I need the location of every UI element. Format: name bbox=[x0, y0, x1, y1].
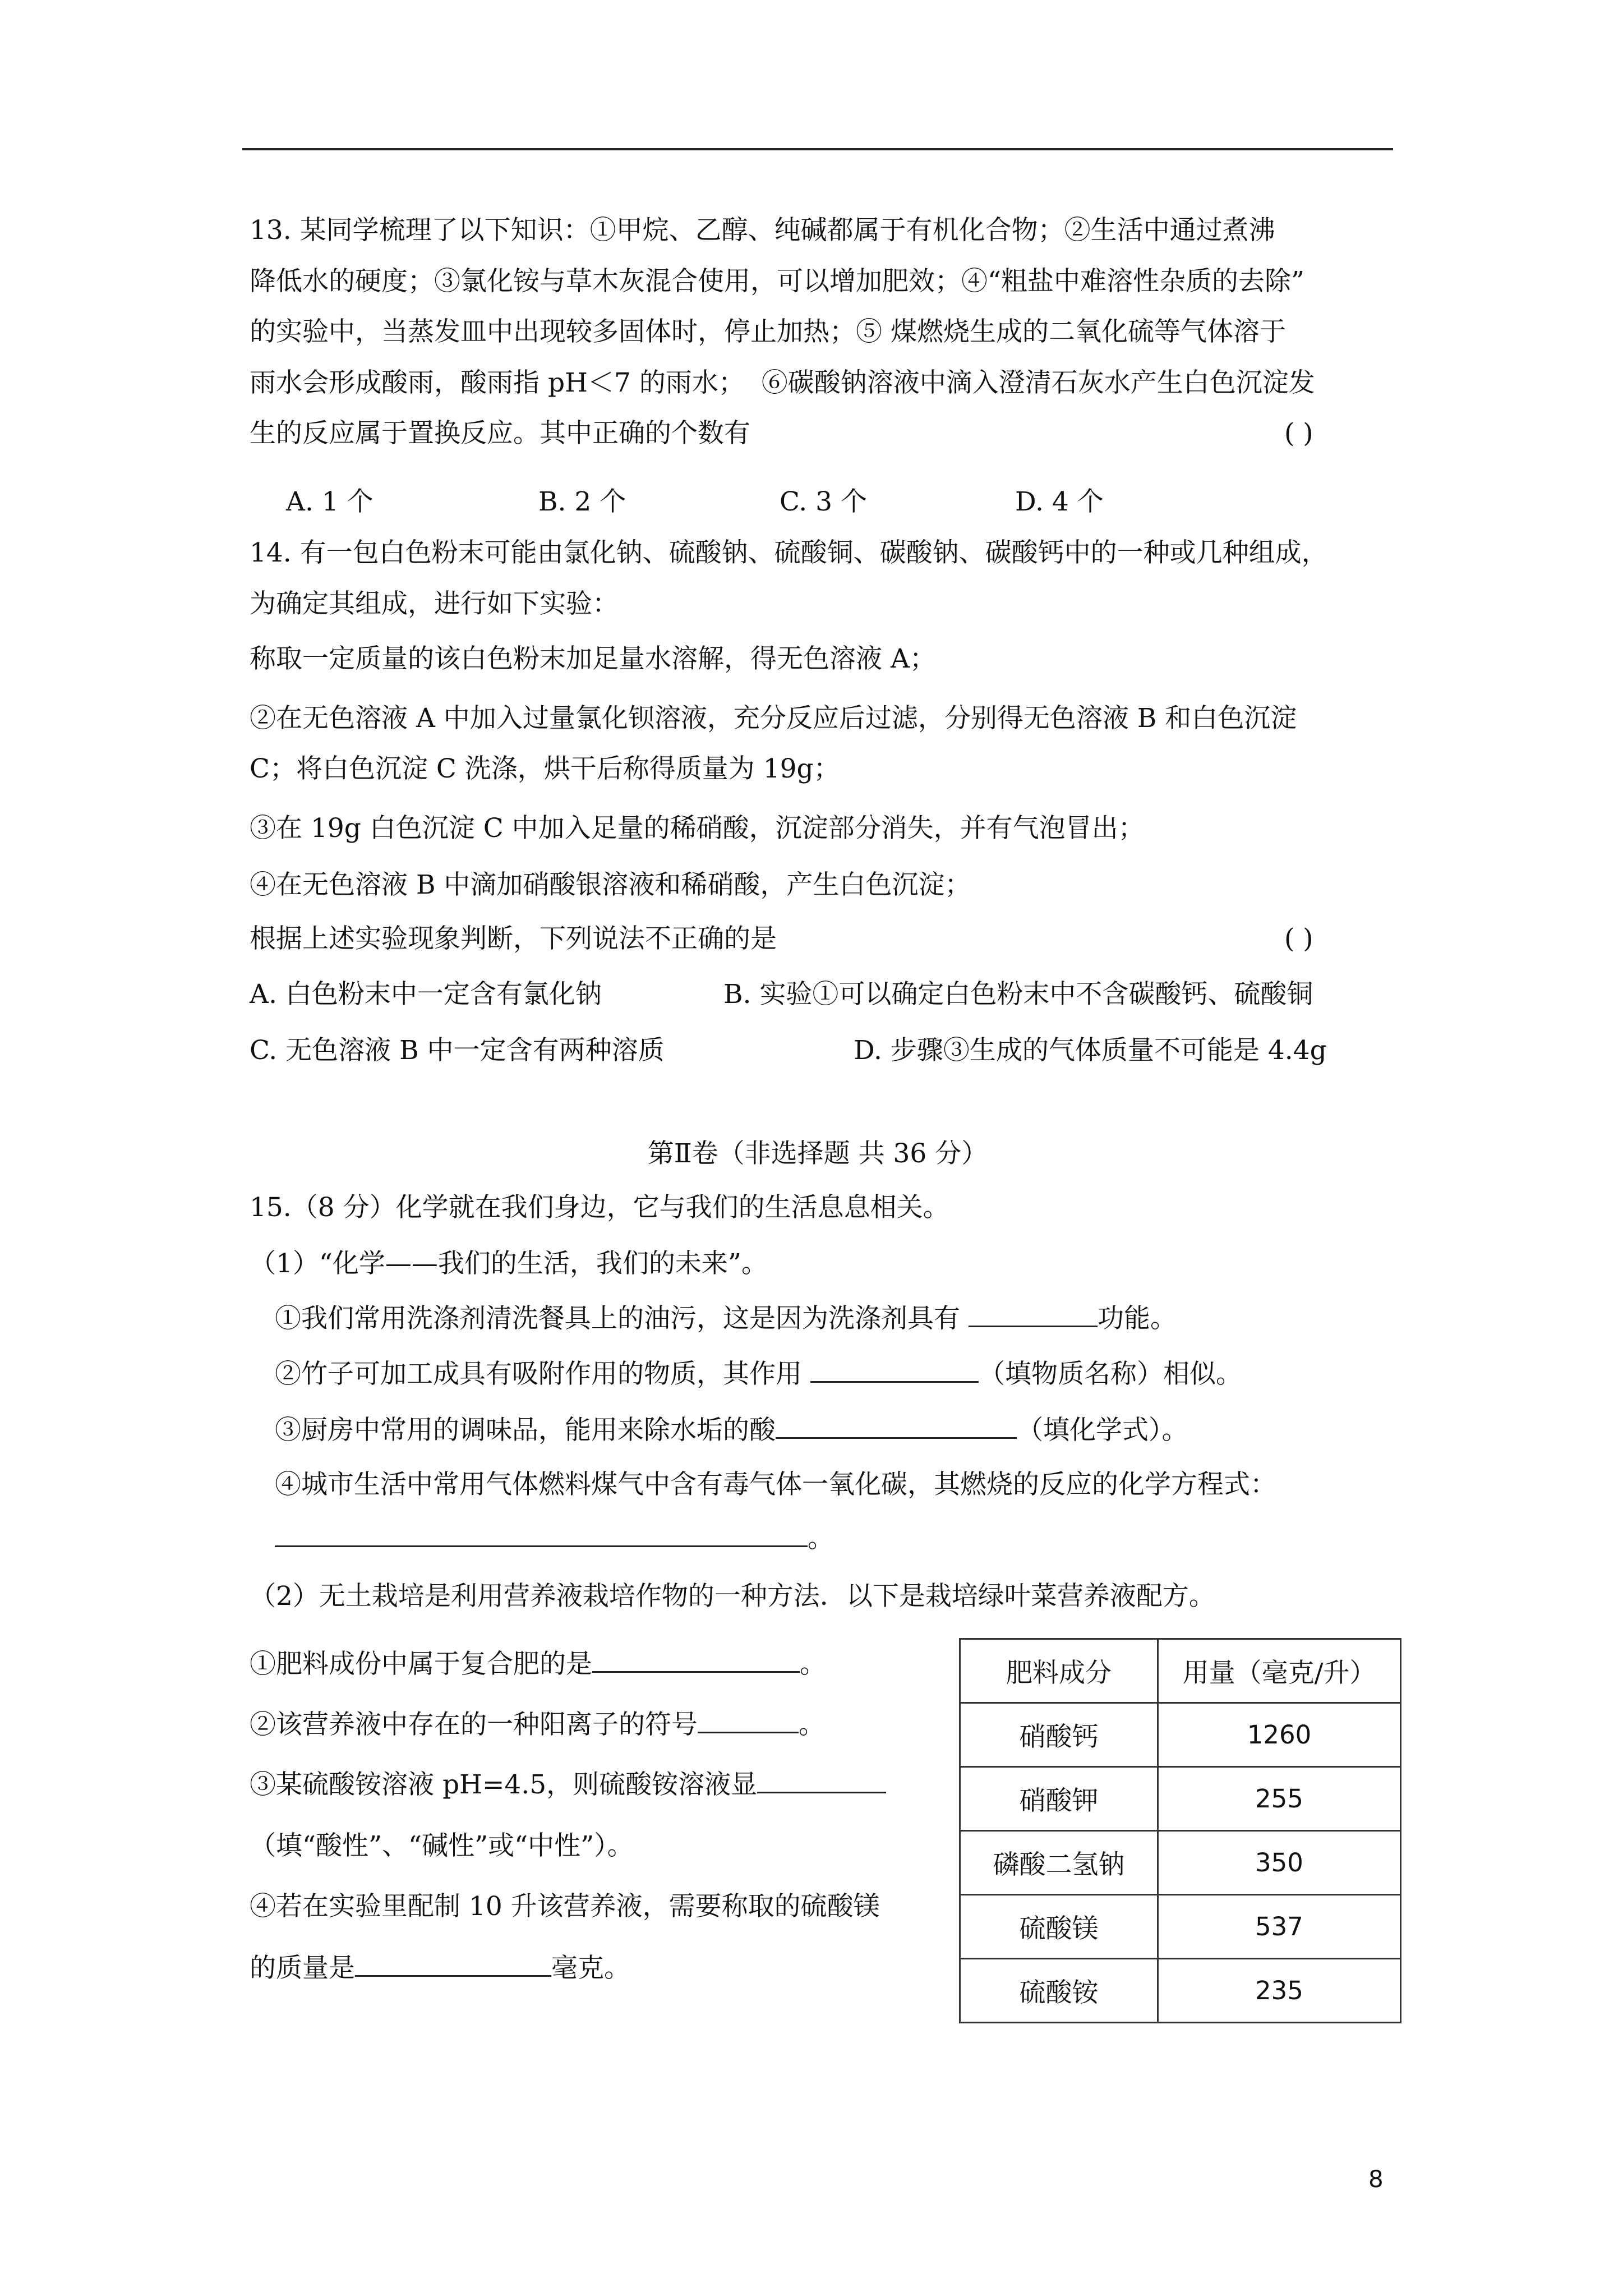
section-2-heading: 第Ⅱ卷（非选择题 共 36 分） bbox=[647, 1138, 988, 1169]
q15-part2-sub-1-text: ①肥料成份中属于复合肥的是 bbox=[250, 1649, 592, 1680]
q15-part2-sub-4-tail: 毫克。 bbox=[551, 1953, 630, 1984]
q15-part2-sub-1-tail: 。 bbox=[800, 1649, 826, 1680]
q15-line-1: 15.（8 分）化学就在我们身边，它与我们的生活息息相关。 bbox=[250, 1192, 949, 1223]
table-cell-amount: 235 bbox=[1158, 1959, 1401, 2023]
q15-sub-2 bbox=[275, 1356, 1242, 1392]
answer-blank-2[interactable] bbox=[810, 1356, 979, 1383]
q14-line-6: ③在 19g 白色沉淀 C 中加入足量的稀硝酸，沉淀部分消失，并有气泡冒出； bbox=[250, 813, 1145, 844]
q15-part2-sub-1 bbox=[250, 1646, 826, 1682]
q13-answer-paren: ( ) bbox=[1284, 418, 1313, 449]
q15-part2-sub-4-answer bbox=[250, 1950, 630, 1986]
q15-sub-3-text: ③厨房中常用的调味品，能用来除水垢的酸 bbox=[275, 1415, 776, 1446]
q13-line-1: 13. 某同学梳理了以下知识：①甲烷、乙醇、纯碱都属于有机化合物；②生活中通过煮沸 bbox=[250, 215, 1275, 246]
q15-part2-sub-2 bbox=[250, 1707, 825, 1742]
q13-option-b: B. 2 个 bbox=[538, 486, 626, 517]
table-header-ingredient: 肥料成分 bbox=[960, 1639, 1158, 1703]
q15-sub-2-text: ②竹子可加工成具有吸附作用的物质，其作用 bbox=[275, 1359, 810, 1389]
q15-part-2: （2）无土栽培是利用营养液栽培作物的一种方法．以下是栽培绿叶菜营养液配方。 bbox=[250, 1581, 1215, 1612]
table-cell-amount: 537 bbox=[1158, 1895, 1401, 1959]
q14-line-7: ④在无色溶液 B 中滴加硝酸银溶液和稀硝酸，产生白色沉淀； bbox=[250, 869, 971, 900]
answer-blank-6[interactable] bbox=[698, 1707, 799, 1733]
q14-line-3: 称取一定质量的该白色粉末加足量水溶解，得无色溶液 A； bbox=[250, 643, 936, 674]
table-cell-amount: 350 bbox=[1158, 1831, 1401, 1895]
q15-sub-4-end: 。 bbox=[808, 1523, 834, 1554]
table-cell-ingredient: 硫酸镁 bbox=[960, 1895, 1158, 1959]
table-header-row bbox=[960, 1639, 1401, 1703]
table-row bbox=[960, 1831, 1401, 1895]
table-row bbox=[960, 1767, 1401, 1831]
q14-line-5: C；将白色沉淀 C 洗涤，烘干后称得质量为 19g； bbox=[250, 753, 840, 784]
q14-answer-paren: ( ) bbox=[1284, 923, 1313, 954]
q14-line-1: 14. 有一包白色粉末可能由氯化钠、硫酸钠、硫酸铜、碳酸钠、碳酸钙中的一种或几种组成， bbox=[250, 537, 1328, 568]
q13-line-5: 生的反应属于置换反应。其中正确的个数有 bbox=[250, 418, 750, 449]
table-row bbox=[960, 1959, 1401, 2023]
q15-sub-3 bbox=[275, 1412, 1188, 1448]
q13-option-a: A. 1 个 bbox=[286, 486, 374, 517]
q13-line-3: 的实验中，当蒸发皿中出现较多固体时，停止加热；⑤ 煤燃烧生成的二氧化硫等气体溶于 bbox=[250, 316, 1286, 347]
page-number: 8 bbox=[1368, 2165, 1384, 2193]
q13-option-c: C. 3 个 bbox=[780, 486, 868, 517]
q14-option-d: D. 步骤③生成的气体质量不可能是 4.4g bbox=[854, 1035, 1327, 1066]
q13-line-4: 雨水会形成酸雨，酸雨指 pH＜7 的雨水； ⑥碳酸钠溶液中滴入澄清石灰水产生白色沉淀发 bbox=[250, 367, 1315, 398]
table-cell-ingredient: 硝酸钾 bbox=[960, 1767, 1158, 1831]
answer-blank-1[interactable] bbox=[969, 1301, 1098, 1327]
q15-part2-sub-3 bbox=[250, 1767, 886, 1802]
q15-sub-1 bbox=[275, 1301, 1177, 1336]
answer-blank-5[interactable] bbox=[592, 1646, 800, 1673]
answer-blank-8[interactable] bbox=[355, 1950, 551, 1977]
table-row bbox=[960, 1703, 1401, 1767]
q14-option-c: C. 无色溶液 B 中一定含有两种溶质 bbox=[250, 1035, 665, 1066]
q14-option-a: A. 白色粉末中一定含有氯化钠 bbox=[250, 979, 602, 1010]
q13-line-2: 降低水的硬度；③氯化铵与草木灰混合使用，可以增加肥效；④“粗盐中难溶性杂质的去除” bbox=[250, 266, 1305, 297]
q15-part2-sub-3-text: ③某硫酸铵溶液 pH=4.5，则硫酸铵溶液显 bbox=[250, 1769, 758, 1800]
q15-part2-sub-3-note: （填“酸性”、“碱性”或“中性”）。 bbox=[250, 1830, 634, 1861]
answer-blank-4[interactable] bbox=[275, 1521, 808, 1547]
table-cell-ingredient: 磷酸二氢钠 bbox=[960, 1831, 1158, 1895]
answer-blank-3[interactable] bbox=[776, 1412, 1017, 1439]
q15-sub-1-tail: 功能。 bbox=[1097, 1303, 1177, 1334]
nutrient-formula-table bbox=[959, 1638, 1401, 2023]
q14-option-b: B. 实验①可以确定白色粉末中不含碳酸钙、硫酸铜 bbox=[723, 979, 1313, 1010]
q15-part-1: （1）“化学——我们的生活，我们的未来”。 bbox=[250, 1248, 768, 1279]
table-header-amount: 用量（毫克/升） bbox=[1158, 1639, 1401, 1703]
q15-part2-sub-4-text: 的质量是 bbox=[250, 1953, 355, 1984]
table-cell-amount: 1260 bbox=[1158, 1703, 1401, 1767]
q15-sub-4: ④城市生活中常用气体燃料煤气中含有毒气体一氧化碳，其燃烧的反应的化学方程式： bbox=[275, 1469, 1276, 1500]
q15-sub-1-text: ①我们常用洗涤剂清洗餐具上的油污，这是因为洗涤剂具有 bbox=[275, 1303, 969, 1334]
q14-line-2: 为确定其组成，进行如下实验： bbox=[250, 588, 619, 619]
q14-line-4: ②在无色溶液 A 中加入过量氯化钡溶液，充分反应后过滤，分别得无色溶液 B 和白色沉淀 bbox=[250, 703, 1297, 734]
q15-sub-2-tail: （填物质名称）相似。 bbox=[978, 1359, 1242, 1389]
table-cell-amount: 255 bbox=[1158, 1767, 1401, 1831]
table-cell-ingredient: 硝酸钙 bbox=[960, 1703, 1158, 1767]
table-cell-ingredient: 硫酸铵 bbox=[960, 1959, 1158, 2023]
q15-part2-sub-2-text: ②该营养液中存在的一种阳离子的符号 bbox=[250, 1709, 698, 1740]
q15-sub-3-tail: （填化学式）。 bbox=[1017, 1415, 1188, 1446]
answer-blank-7[interactable] bbox=[757, 1767, 886, 1793]
q15-sub-4-answer bbox=[275, 1521, 834, 1556]
header-rule bbox=[242, 148, 1393, 150]
q14-line-8: 根据上述实验现象判断，下列说法不正确的是 bbox=[250, 923, 777, 954]
q13-option-d: D. 4 个 bbox=[1015, 486, 1104, 517]
table-row bbox=[960, 1895, 1401, 1959]
q15-part2-sub-2-tail: 。 bbox=[799, 1709, 825, 1740]
q15-part2-sub-4: ④若在实验里配制 10 升该营养液，需要称取的硫酸镁 bbox=[250, 1891, 880, 1922]
